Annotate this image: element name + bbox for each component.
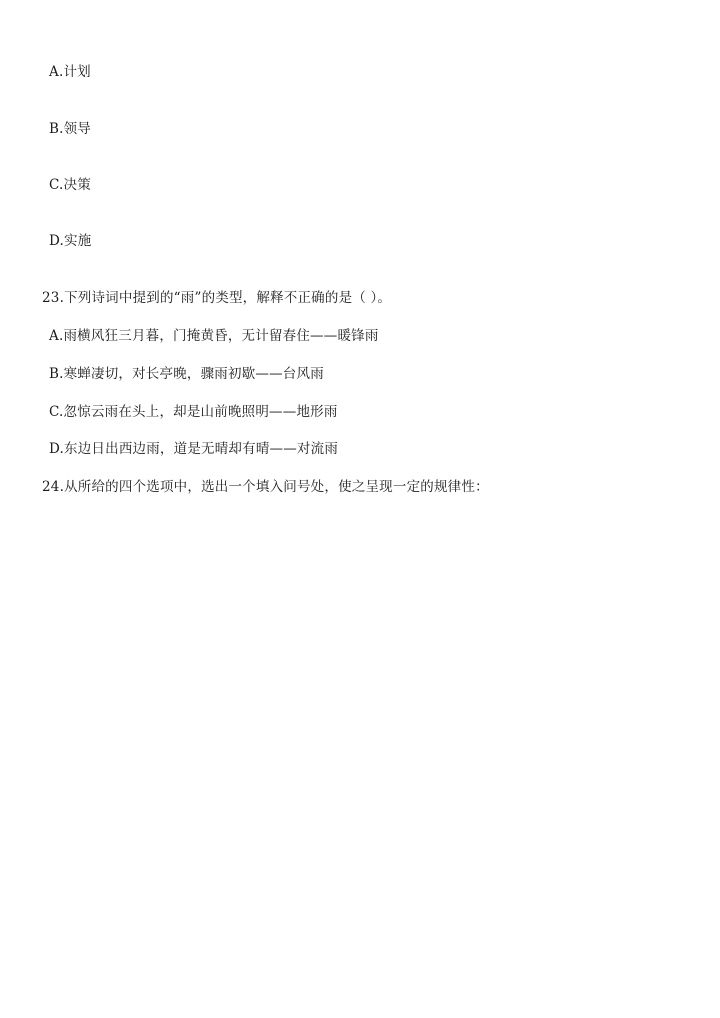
question-23-option-b: B.寒蝉凄切，对长亭晚，骤雨初歇——台风雨: [49, 366, 324, 382]
question-23-option-c: C.忽惊云雨在头上，却是山前晚照明——地形雨: [49, 404, 338, 420]
prev-option-c: C.决策: [49, 177, 91, 193]
prev-option-a: A.计划: [49, 64, 91, 80]
question-23-option-d: D.东边日出西边雨，道是无晴却有晴——对流雨: [49, 441, 339, 457]
question-23-stem: 23.下列诗词中提到的“雨”的类型，解释不正确的是（ ）。: [42, 290, 392, 306]
prev-option-b: B.领导: [49, 121, 92, 137]
prev-option-d: D.实施: [49, 233, 92, 249]
question-23-option-a: A.雨横风狂三月暮，门掩黄昏，无计留春住——暖锋雨: [49, 328, 379, 344]
question-24-stem: 24.从所给的四个选项中，选出一个填入问号处，使之呈现一定的规律性：: [42, 479, 489, 495]
